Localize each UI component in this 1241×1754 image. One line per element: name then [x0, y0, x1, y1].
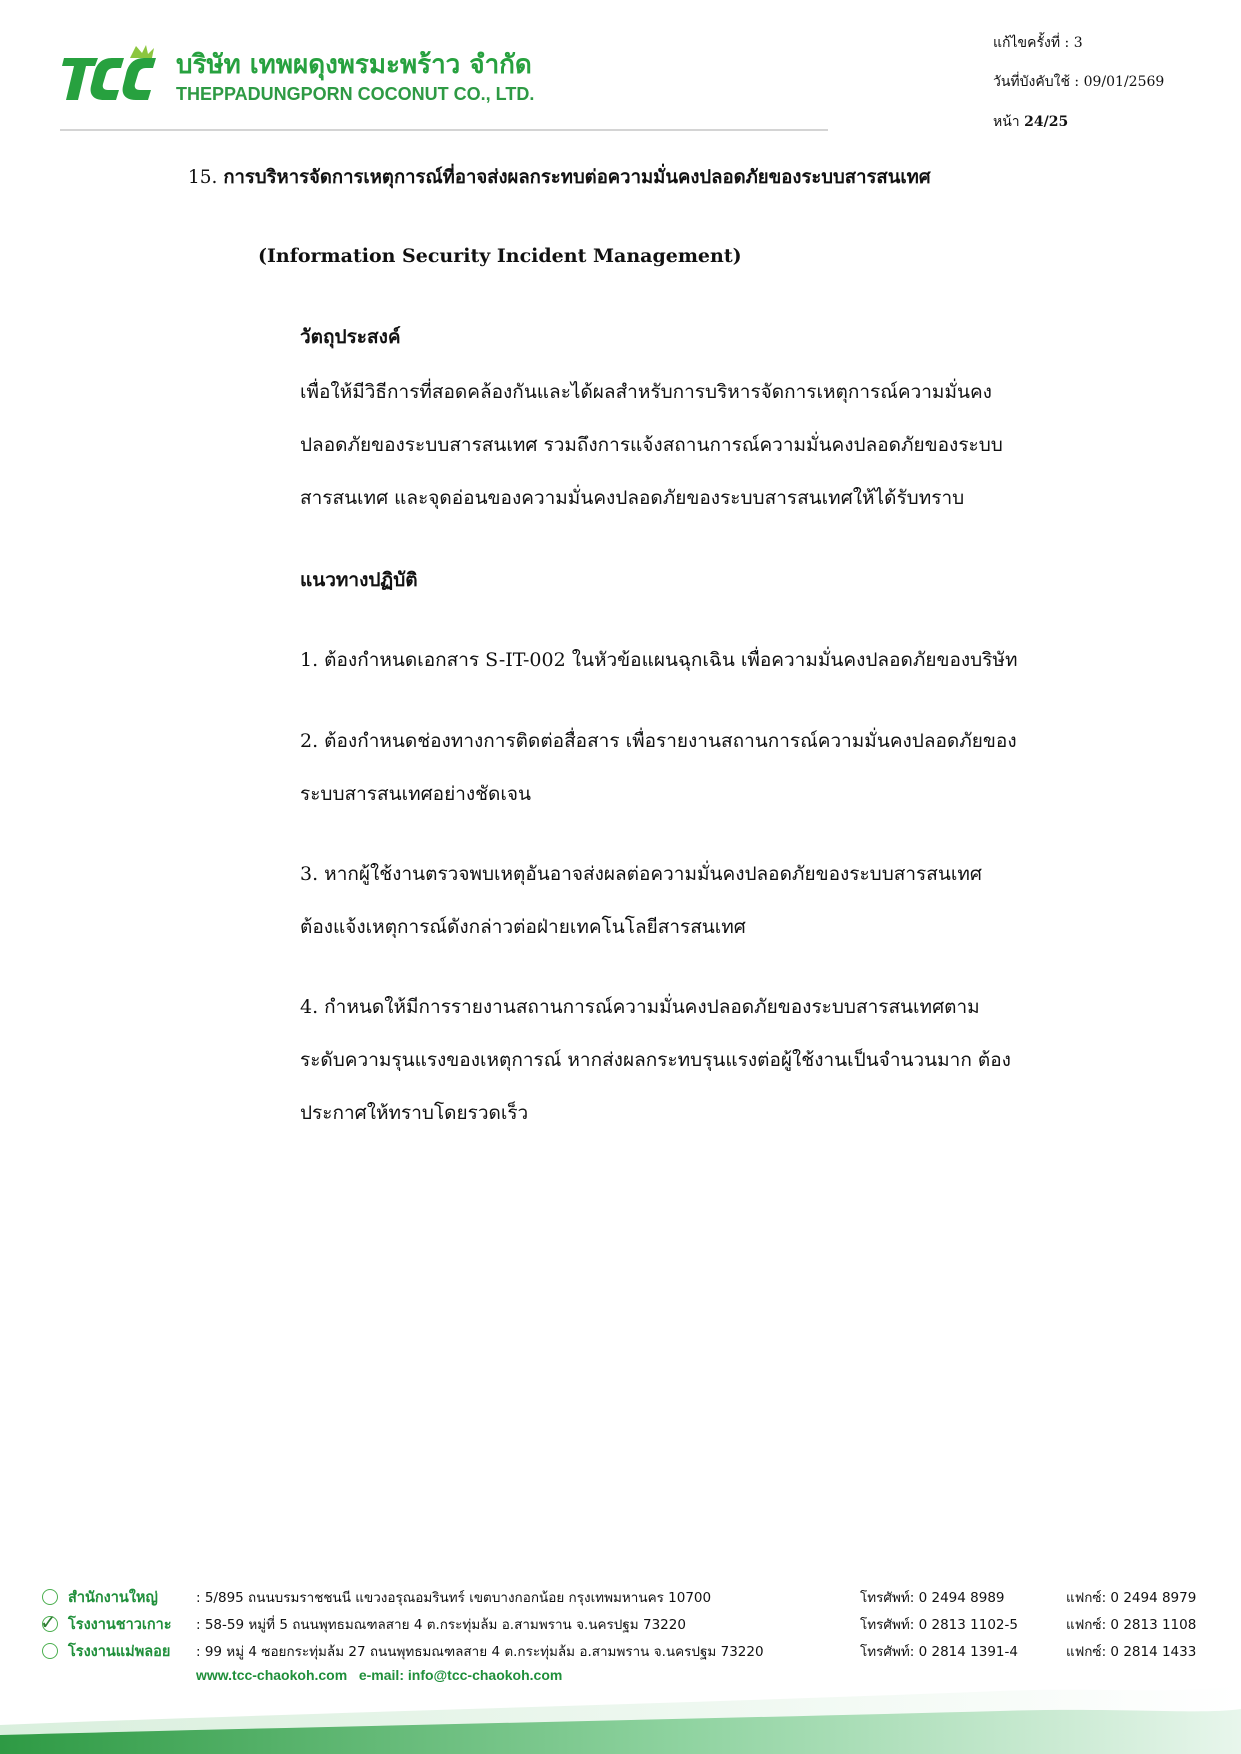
office-fax: แฟกซ์: 0 2494 8979 [1066, 1590, 1197, 1606]
footer-office-row [0, 1640, 1241, 1662]
office-label: โรงงานชาวเกาะ [68, 1617, 172, 1633]
effective-date-info [993, 71, 1164, 93]
footer-office-row [0, 1610, 1241, 1635]
effective-date-value: 09/01/2569 [1083, 74, 1165, 90]
guideline-item-3-continued: ต้องแจ้งเหตุการณ์ดังกล่าวต่อฝ่ายเทคโนโลยีสารสนเทศ [300, 916, 746, 938]
office-phone: โทรศัพท์: 0 2813 1102-5 [860, 1617, 1018, 1633]
page-number-info [993, 111, 1068, 133]
guideline-item-3: 3. หากผู้ใช้งานตรวจพบเหตุอันอาจส่งผลต่อความมั่นคงปลอดภัยของระบบสารสนเทศ [300, 863, 982, 885]
header-divider [60, 129, 828, 131]
guideline-item-1: 1. ต้องกำหนดเอกสาร S-IT-002 ในหัวข้อแผนฉุกเฉิน เพื่อความมั่นคงปลอดภัยของบริษัท [300, 649, 1018, 671]
guideline-item-4: 4. กำหนดให้มีการรายงานสถานการณ์ความมั่นคงปลอดภัยของระบบสารสนเทศตาม [300, 996, 980, 1018]
office-phone: โทรศัพท์: 0 2814 1391-4 [860, 1644, 1018, 1660]
guideline-item-4-continued: ระดับความรุนแรงของเหตุการณ์ หากส่งผลกระทบรุนแรงต่อผู้ใช้งานเป็นจำนวนมาก ต้อง [300, 1049, 1011, 1071]
footer-office-row [0, 1586, 1241, 1608]
section-title [188, 163, 931, 192]
office-fax: แฟกซ์: 0 2813 1108 [1066, 1617, 1197, 1633]
objective-heading: วัตถุประสงค์ [300, 326, 401, 348]
objective-line: ปลอดภัยของระบบสารสนเทศ รวมถึงการแจ้งสถานการณ์ความมั่นคงปลอดภัยของระบบ [300, 434, 1003, 456]
office-phone: โทรศัพท์: 0 2494 8989 [860, 1590, 1005, 1606]
office-address: : 99 หมู่ 4 ซอยกระทุ่มล้ม 27 ถนนพุทธมณฑลสาย 4 ต.กระทุ่มล้ม อ.สามพราน จ.นครปฐม 73220 [196, 1644, 764, 1660]
company-name-thai: บริษัท เทพผดุงพรมะพร้าว จำกัด [176, 50, 532, 80]
guideline-heading: แนวทางปฏิบัติ [300, 569, 418, 591]
section-title-english: (Information Security Incident Management) [258, 245, 742, 267]
office-address: : 58-59 หมู่ที่ 5 ถนนพุทธมณฑลสาย 4 ต.กระทุ่มล้ม อ.สามพราน จ.นครปฐม 73220 [196, 1617, 686, 1633]
section-number: 15. [188, 167, 218, 188]
revision-label: แก้ไขครั้งที่ : [993, 35, 1070, 51]
guideline-item-4-continued: ประกาศให้ทราบโดยรวดเร็ว [300, 1102, 529, 1124]
website-link[interactable]: www.tcc-chaokoh.com [196, 1667, 348, 1683]
section-title-thai: การบริหารจัดการเหตุการณ์ที่อาจส่งผลกระทบต่อความมั่นคงปลอดภัยของระบบสารสนเทศ [223, 167, 931, 188]
company-name-english: THEPPADUNGPORN COCONUT CO., LTD. [176, 84, 535, 104]
company-logo [58, 44, 158, 102]
guideline-item-2: 2. ต้องกำหนดช่องทางการติดต่อสื่อสาร เพื่อรายงานสถานการณ์ความมั่นคงปลอดภัยของ [300, 730, 1017, 752]
objective-line: เพื่อให้มีวิธีการที่สอดคล้องกันและได้ผลสำหรับการบริหารจัดการเหตุการณ์ความมั่นคง [300, 381, 992, 403]
page-label: หน้า [993, 114, 1020, 130]
office-address: : 5/895 ถนนบรมราชชนนี แขวงอรุณอมรินทร์ เขตบางกอกน้อย กรุงเทพมหานคร 10700 [196, 1590, 712, 1606]
guideline-item-2-continued: ระบบสารสนเทศอย่างชัดเจน [300, 783, 532, 805]
email-link[interactable]: e-mail: info@tcc-chaokoh.com [358, 1667, 563, 1683]
effective-date-label: วันที่บังคับใช้ : [993, 74, 1080, 90]
office-label: โรงงานแม่พลอย [68, 1644, 171, 1660]
page-footer [0, 1575, 1241, 1754]
footer-wave-decoration [0, 1685, 1241, 1754]
radio-circle-icon [42, 1643, 58, 1659]
radio-circle-icon [42, 1589, 58, 1605]
objective-line: สารสนเทศ และจุดอ่อนของความมั่นคงปลอดภัยของระบบสารสนเทศให้ได้รับทราบ [300, 487, 965, 509]
office-fax: แฟกซ์: 0 2814 1433 [1066, 1644, 1197, 1660]
page-value: 24/25 [1024, 114, 1069, 130]
checkmark-icon: ✓ [40, 1610, 57, 1634]
revision-info [993, 32, 1083, 54]
office-label: สำนักงานใหญ่ [68, 1590, 158, 1606]
revision-value: 3 [1073, 35, 1083, 51]
footer-web-contact [196, 1667, 562, 1683]
